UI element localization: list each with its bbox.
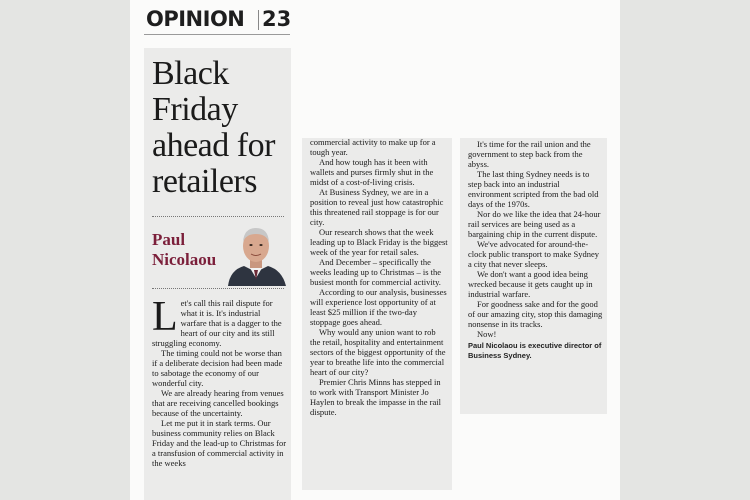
- header-divider: [258, 10, 259, 30]
- author-bio: Paul Nicolaou is executive director of Business Sydney.: [468, 341, 602, 360]
- paragraph: According to our analysis, businesses will experience lost opportunity of at least $25 million if the two-day stoppage goes ahead.: [310, 287, 447, 327]
- paragraph: Premier Chris Minns has stepped in to work with Transport Minister Jo Haylen to break the impasse in the rail dispute.: [310, 377, 441, 417]
- article-body-column-3: [468, 139, 603, 360]
- opening-paragraph: [152, 294, 287, 348]
- page-header: [144, 6, 290, 35]
- paragraph: Nor do we like the idea that 24-hour rail services are being used as a bargaining chip in the current dispute.: [468, 209, 601, 239]
- paragraph: Now!: [477, 329, 497, 339]
- author-last-name: Nicolaou: [152, 250, 217, 269]
- author-first-name: Paul: [152, 230, 186, 249]
- paragraph: commercial activity to make up for a tough year.: [310, 138, 436, 157]
- paragraph: Why would any union want to rob the retail, hospitality and entertainment sectors of the biggest opportunity of the year to breathe life into the commercial heart of our city?: [310, 327, 446, 377]
- headline-rule: [152, 216, 284, 217]
- paragraph: And December – specifically the weeks leading up to Christmas – is the busiest month for commercial activity.: [310, 257, 442, 287]
- paragraph: We are already hearing from venues that are receiving cancelled bookings because of the uncertainty.: [152, 388, 284, 418]
- paragraph: It's time for the rail union and the government to step back from the abyss.: [468, 139, 591, 169]
- paragraph: Our research shows that the week leading up to Black Friday is the biggest week of the year for retail sales.: [310, 227, 448, 257]
- article-column-1: [144, 48, 291, 500]
- byline-rule: [152, 288, 284, 289]
- paragraph: At Business Sydney, we are in a position to reveal just how catastrophic this threatened rail stoppage is for our city.: [310, 187, 444, 227]
- section-title: OPINION: [146, 7, 245, 31]
- author-portrait: [222, 220, 290, 286]
- headline: Black Friday ahead for retailers: [152, 55, 275, 200]
- article-column-2: [302, 138, 452, 490]
- paragraph: And how tough has it been with wallets and purses firmly shut in the midst of a cost-of-living crisis.: [310, 157, 434, 187]
- drop-cap: L: [152, 294, 178, 340]
- article-column-3: [460, 138, 607, 414]
- page-number: 23: [262, 7, 292, 31]
- byline: [152, 230, 232, 270]
- paragraph: The last thing Sydney needs is to step back into an industrial environment scripted from the bad old days of the 1970s.: [468, 169, 599, 209]
- paragraph: Let me put it in stark terms. Our business community relies on Black Friday and the lead-up to Christmas for a transfusion of commercial activity in the weeks: [152, 418, 287, 468]
- newspaper-page: [130, 0, 620, 500]
- paragraph: We don't want a good idea being wrecked because it gets caught up in industrial warfare.: [468, 269, 593, 299]
- paragraph: The timing could not be worse than if a deliberate decision had been made to sabotage the economy of our wonderful city.: [152, 348, 283, 388]
- paragraph: We've advocated for around-the-clock public transport to make Sydney a city that never sleeps.: [468, 239, 600, 269]
- article-body-column-1: [152, 294, 287, 468]
- article-body-column-2: [310, 138, 448, 417]
- paragraph: For goodness sake and for the good of our amazing city, stop this damaging nonsense in its tracks.: [468, 299, 603, 329]
- opening-text: et's call this rail dispute for what it is. It's industrial warfare that is a dagger to the heart of our city and its still struggling economy.: [152, 298, 282, 348]
